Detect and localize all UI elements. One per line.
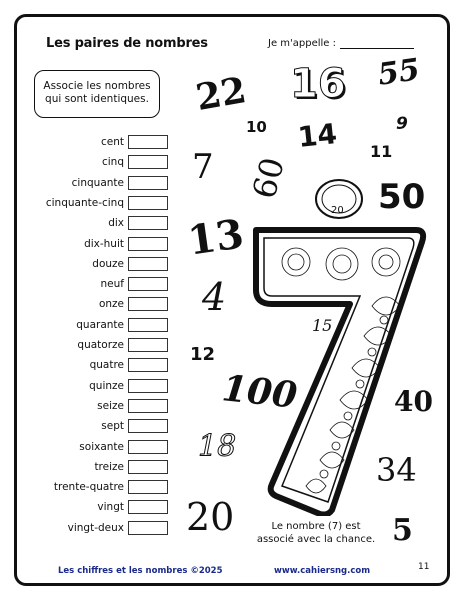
word-label: vingt-deux (67, 521, 124, 534)
word-row (20, 276, 172, 296)
name-label: Je m'appelle : (268, 38, 337, 49)
number-100: 100 (220, 367, 300, 417)
word-label: quatre (89, 359, 124, 372)
word-label: trente-quatre (53, 481, 124, 494)
instruction-line-1: Associe les nombres (43, 80, 151, 92)
number-11: 11 (370, 142, 393, 161)
number-34: 34 (376, 451, 417, 489)
answer-box[interactable] (128, 399, 168, 413)
word-label: treize (94, 460, 124, 473)
number-15: 15 (312, 316, 333, 335)
number-10: 10 (246, 118, 267, 136)
word-row (20, 378, 172, 398)
word-row (20, 256, 172, 276)
word-row (20, 479, 172, 499)
word-row (20, 215, 172, 235)
answer-box[interactable] (128, 196, 168, 210)
number-7: 7 (192, 147, 214, 187)
number-9: 9 (396, 114, 408, 134)
word-label: quinze (89, 379, 124, 392)
footer-website[interactable]: www.cahiersng.com (274, 566, 371, 576)
answer-box[interactable] (128, 500, 168, 514)
word-label: dix (108, 217, 124, 230)
word-row (20, 499, 172, 519)
word-label: sept (101, 420, 124, 433)
page-title: Les paires de nombres (46, 36, 208, 51)
answer-box[interactable] (128, 297, 168, 311)
caption-line-1: Le nombre (7) est (271, 521, 361, 532)
word-row (20, 439, 172, 459)
word-label: cinquante-cinq (45, 196, 124, 209)
answer-box[interactable] (128, 176, 168, 190)
answer-box[interactable] (128, 358, 168, 372)
answer-box[interactable] (128, 277, 168, 291)
number-14: 14 (296, 117, 339, 154)
number-4: 4 (202, 275, 227, 319)
caption-line-2: associé avec la chance. (256, 534, 376, 545)
word-row (20, 317, 172, 337)
answer-box[interactable] (128, 480, 168, 494)
seven-caption (256, 520, 376, 546)
number-20-small: 20 (331, 205, 344, 216)
word-row (20, 337, 172, 357)
answer-box[interactable] (128, 460, 168, 474)
instruction-box (34, 70, 160, 118)
number-22: 22 (192, 68, 250, 120)
number-50: 50 (378, 177, 426, 217)
answer-box[interactable] (128, 440, 168, 454)
answer-box[interactable] (128, 318, 168, 332)
word-row (20, 175, 172, 195)
number-16: 16 (290, 61, 346, 107)
word-label: neuf (100, 278, 124, 291)
word-label: seize (97, 399, 124, 412)
word-label: vingt (97, 501, 124, 514)
word-row (20, 134, 172, 154)
answer-box[interactable] (128, 521, 168, 535)
word-row (20, 520, 172, 540)
name-field-line[interactable] (340, 48, 414, 49)
answer-box[interactable] (128, 155, 168, 169)
word-row (20, 296, 172, 316)
number-5: 5 (392, 513, 413, 548)
word-row (20, 398, 172, 418)
number-20-large: 20 (186, 495, 235, 539)
word-label: cinq (101, 156, 124, 169)
number-18: 18 (198, 429, 237, 464)
word-row (20, 154, 172, 174)
answer-box[interactable] (128, 135, 168, 149)
footer-title: Les chiffres et les nombres ©2025 (58, 566, 223, 576)
word-label: dix-huit (84, 237, 124, 250)
number-60: 60 (244, 153, 292, 203)
word-row (20, 195, 172, 215)
word-label: soixante (79, 440, 124, 453)
answer-box[interactable] (128, 379, 168, 393)
answer-box[interactable] (128, 237, 168, 251)
word-label: onze (98, 298, 124, 311)
number-13: 13 (184, 210, 247, 265)
word-row (20, 357, 172, 377)
answer-box[interactable] (128, 419, 168, 433)
number-40: 40 (394, 385, 433, 418)
word-label: quatorze (77, 339, 124, 351)
word-row (20, 418, 172, 438)
number-55: 55 (375, 52, 422, 93)
word-row (20, 459, 172, 479)
page-number: 11 (418, 562, 430, 572)
instruction-line-2: qui sont identiques. (45, 93, 149, 105)
word-label: cent (100, 136, 124, 148)
answer-box[interactable] (128, 338, 168, 352)
word-label: quarante (76, 318, 124, 331)
word-row (20, 236, 172, 256)
word-label: douze (92, 257, 124, 270)
number-12: 12 (190, 344, 216, 365)
answer-box[interactable] (128, 216, 168, 230)
answer-box[interactable] (128, 257, 168, 271)
word-label: cinquante (71, 176, 124, 189)
